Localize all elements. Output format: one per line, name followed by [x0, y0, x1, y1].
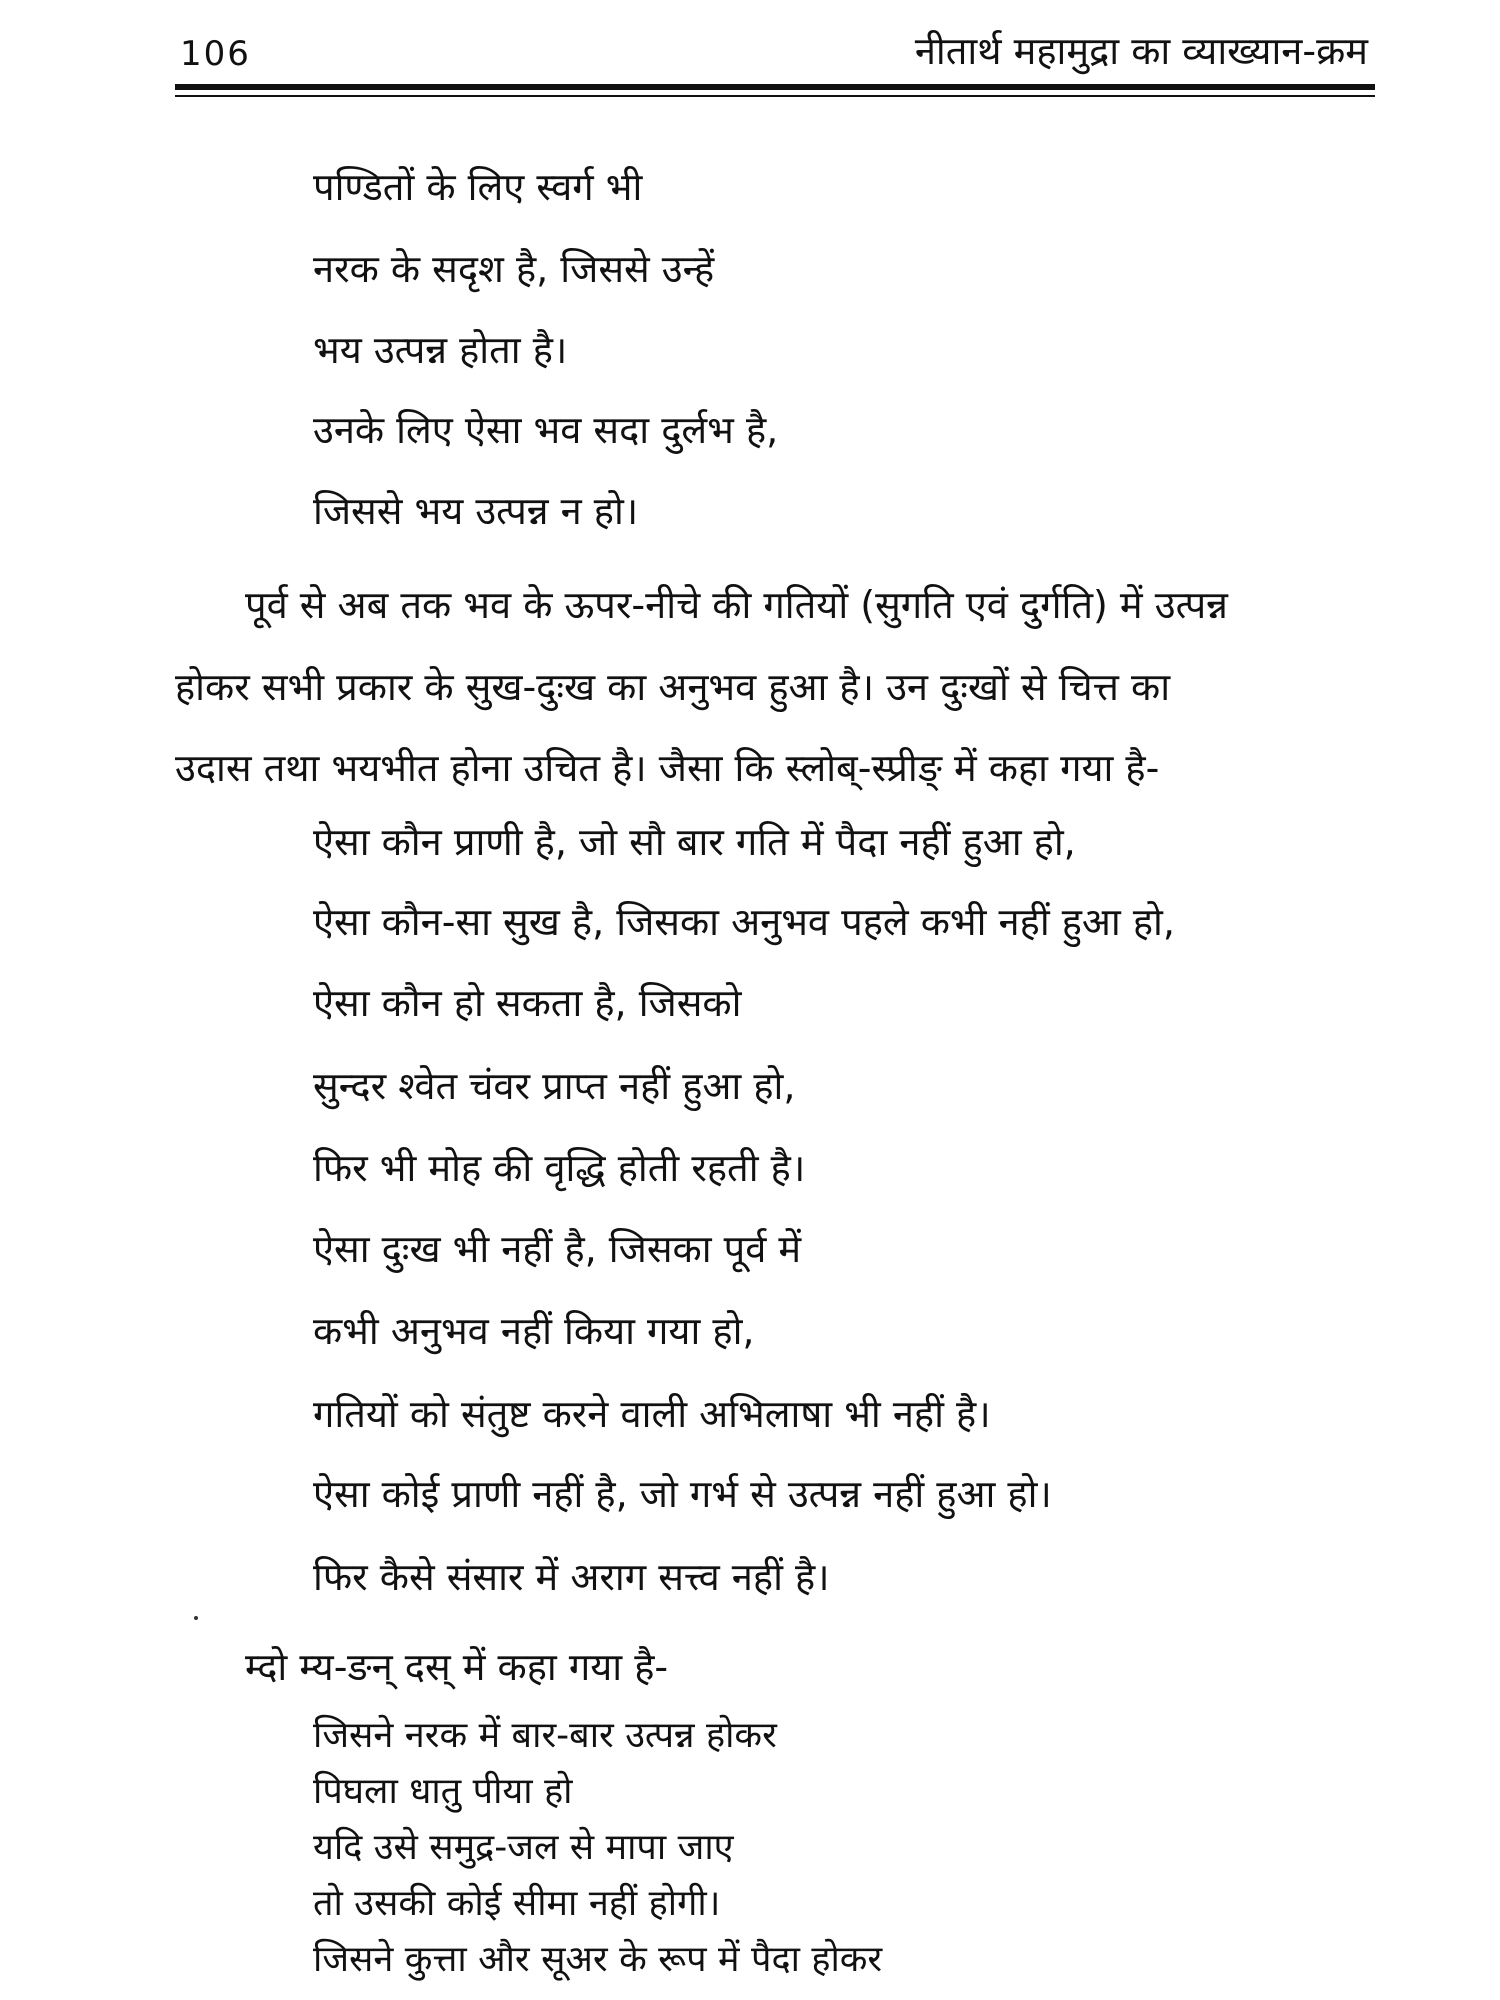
paragraph-line: पूर्व से अब तक भव के ऊपर-नीचे की गतियों (सुगति एवं दुर्गति) में उत्पन्न	[245, 583, 1228, 627]
verse-line: जिसने कुत्ता और सूअर के रूप में पैदा होकर	[313, 1939, 883, 1980]
verse-line: पिघला धातु पीया हो	[313, 1771, 573, 1812]
verse-line: फिर भी मोह की वृद्धि होती रहती है।	[313, 1146, 806, 1190]
verse-line: ऐसा दुःख भी नहीं है, जिसका पूर्व में	[313, 1227, 802, 1271]
verse-line: कभी अनुभव नहीं किया गया हो,	[313, 1309, 755, 1353]
paragraph-line: होकर सभी प्रकार के सुख-दुःख का अनुभव हुआ है। उन दुःखों से चित्त का	[175, 665, 1171, 709]
verse-line: ऐसा कोई प्राणी नहीं है, जो गर्भ से उत्पन्न नहीं हुआ हो।	[313, 1472, 1052, 1516]
stray-mark	[194, 1616, 198, 1620]
verse-line: ऐसा कौन-सा सुख है, जिसका अनुभव पहले कभी नहीं हुआ हो,	[313, 900, 1175, 944]
header-rule-thin	[175, 95, 1375, 97]
paragraph-line: म्दो म्य-ङन् दस् में कहा गया है-	[245, 1645, 669, 1689]
verse-line: उनके लिए ऐसा भव सदा दुर्लभ है,	[313, 408, 779, 452]
verse-line: तो उसकी कोई सीमा नहीं होगी।	[313, 1883, 721, 1924]
verse-line: ऐसा कौन हो सकता है, जिसको	[313, 981, 742, 1025]
page-number: 106	[180, 34, 251, 74]
running-header-title: नीतार्थ महामुद्रा का व्याख्यान-क्रम	[914, 29, 1368, 73]
verse-line: जिससे भय उत्पन्न न हो।	[313, 489, 639, 533]
verse-line: पण्डितों के लिए स्वर्ग भी	[313, 165, 643, 209]
header-rule-thick	[175, 84, 1375, 90]
verse-line: भय उत्पन्न होता है।	[313, 328, 568, 372]
verse-line: ऐसा कौन प्राणी है, जो सौ बार गति में पैदा नहीं हुआ हो,	[313, 820, 1076, 864]
paragraph-line: उदास तथा भयभीत होना उचित है। जैसा कि स्लोब्-स्प्रीङ् में कहा गया है-	[175, 746, 1160, 790]
verse-line: सुन्दर श्वेत चंवर प्राप्त नहीं हुआ हो,	[313, 1064, 796, 1108]
verse-line: गतियों को संतुष्ट करने वाली अभिलाषा भी नहीं है।	[313, 1392, 991, 1436]
verse-line: यदि उसे समुद्र-जल से मापा जाए	[313, 1827, 734, 1868]
verse-line: फिर कैसे संसार में अराग सत्त्व नहीं है।	[313, 1555, 830, 1599]
verse-line: नरक के सदृश है, जिससे उन्हें	[313, 247, 715, 291]
verse-line: जिसने नरक में बार-बार उत्पन्न होकर	[313, 1715, 777, 1756]
